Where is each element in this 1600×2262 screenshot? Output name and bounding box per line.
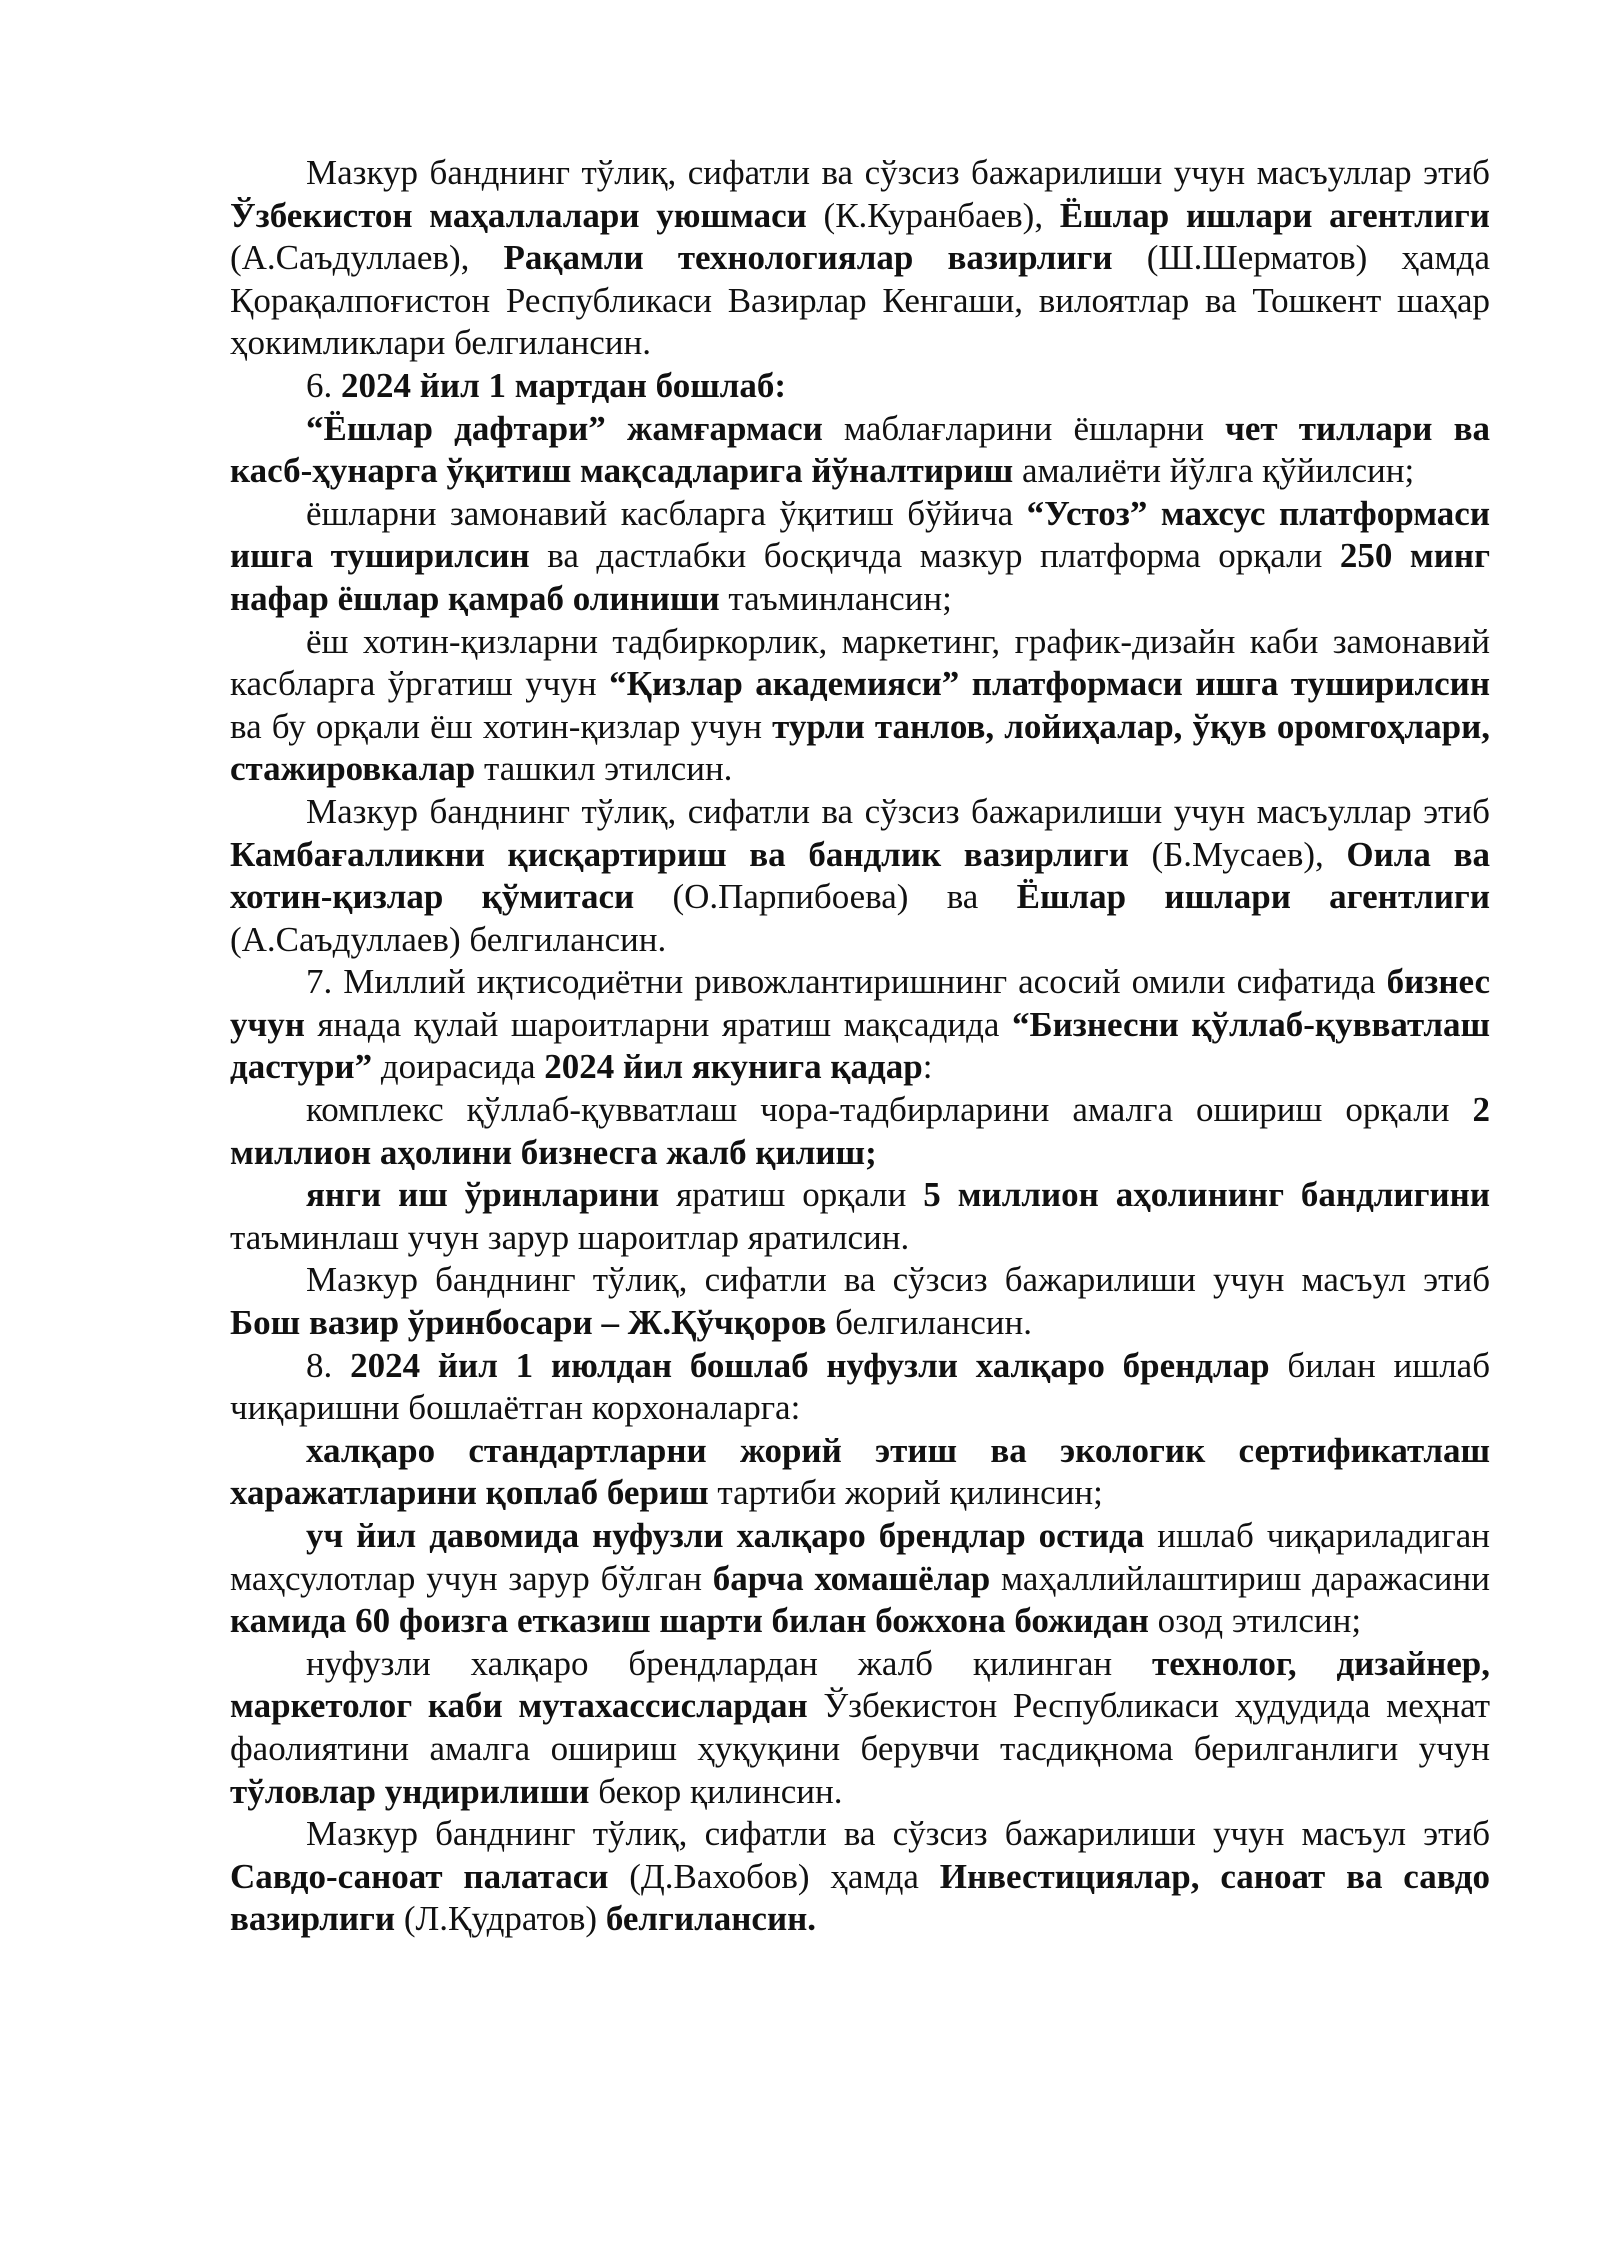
bold-text: Камбағалликни қисқартириш ва бандлик вазирлиги xyxy=(230,834,1129,874)
text-run: (Д.Вахобов) ҳамда xyxy=(608,1856,940,1896)
bold-text: 2024 йил якунига қадар xyxy=(544,1047,923,1087)
text-run: (А.Саъдуллаев), xyxy=(230,238,504,278)
bold-text: 2024 йил 1 июлдан бошлаб нуфузли халқаро брендлар xyxy=(350,1345,1270,1385)
item-8-standards xyxy=(230,1430,1490,1515)
bold-text: чет тиллари ва касб-ҳунарга ўқитиш мақсадларига йўналтириш xyxy=(230,408,1490,491)
bold-text: Рақамли технологиялар вазирлиги xyxy=(503,238,1113,278)
text-run: билан ишлаб чиқаришни бошлаётган корхоналарга: xyxy=(230,1345,1490,1428)
bold-text: уч йил давомида нуфузли халқаро брендлар остида xyxy=(306,1516,1145,1555)
bold-text: белгилансин. xyxy=(605,1899,817,1939)
text-run: Мазкур банднинг тўлиқ, сифатли ва сўзсиз бажарилиши учун масъул этиб xyxy=(306,1260,1490,1300)
item-7-heading xyxy=(230,961,1490,1089)
bold-text: камида 60 фоизга етказиш шарти билан божхона божидан xyxy=(230,1601,1149,1641)
item-8-customs xyxy=(230,1515,1490,1643)
text-run: 6. xyxy=(306,365,341,405)
bold-text: турли танлов, лойиҳалар, ўқув оромгоҳлари, стажировкалар xyxy=(230,706,1490,789)
bold-text: халқаро стандартларни жорий этиш ва экологик сертификатлаш харажатларини қоплаб бериш xyxy=(230,1430,1490,1513)
text-run: 7. Миллий иқтисодиётни ривожлантиришнинг асосий омили сифатида xyxy=(306,962,1387,1002)
bold-text: “Ёшлар дафтари” жамғармаси xyxy=(306,408,823,448)
bold-text: барча хомашёлар xyxy=(712,1558,991,1598)
para-7-responsible xyxy=(230,1259,1490,1344)
bold-text: технолог, дизайнер, маркетолог каби мутахассислардан xyxy=(230,1643,1490,1726)
text-run: яратиш орқали xyxy=(659,1175,924,1215)
text-run: (А.Саъдуллаев) белгилансин. xyxy=(230,919,667,959)
text-run: 8. xyxy=(306,1345,351,1385)
bold-text: Бош вазир ўринбосари – Ж.Қўчқоров xyxy=(230,1303,827,1343)
text-run: Ўзбекистон Республикаси ҳудудида меҳнат фаолиятини амалга ошириш ҳуқуқини берувчи тасдиқнома берилганлиги учун xyxy=(230,1686,1491,1768)
text-run: (О.Парпибоева) ва xyxy=(634,877,1017,917)
text-run: ёш хотин-қизларни тадбиркорлик, маркетинг, график-дизайн каби замонавий касбларга ўргатиш учун xyxy=(230,621,1490,704)
bold-text: Инвестициялар, саноат ва савдо вазирлиги xyxy=(230,1856,1490,1939)
text-run: ва бу орқали ёш хотин-қизлар учун xyxy=(230,706,773,746)
text-run: янада қулай шароитларни яратиш мақсадида xyxy=(304,1004,1012,1044)
bold-text: “Қизлар академияси” платформаси ишга туширилсин xyxy=(609,664,1491,704)
text-run: таъминлансин; xyxy=(719,578,952,618)
bold-text: Савдо-саноат палатаси xyxy=(230,1856,609,1896)
bold-text: янги иш ўринларини xyxy=(306,1175,660,1215)
item-6-fund xyxy=(230,408,1490,493)
para-6-responsible xyxy=(230,791,1490,961)
item-8-heading xyxy=(230,1345,1490,1430)
para-5-responsible xyxy=(230,152,1490,365)
text-run: Мазкур банднинг тўлиқ, сифатли ва сўзсиз бажарилиши учун масъуллар этиб xyxy=(306,153,1490,192)
text-run: (Б.Мусаев), xyxy=(1128,834,1347,874)
bold-text: бизнес учун xyxy=(230,962,1490,1044)
text-run: Мазкур банднинг тўлиқ, сифатли ва сўзсиз бажарилиши учун масъул этиб xyxy=(306,1814,1490,1854)
item-7-jobs xyxy=(230,1174,1490,1259)
text-run: (Ш.Шерматов) ҳамда Қорақалпоғистон Республикаси Вазирлар Кенгаши, вилоятлар ва Тошкент шаҳар ҳокимликлари белгилансин. xyxy=(230,238,1490,363)
bold-text: Ўзбекистон маҳаллалари уюшмаси xyxy=(230,195,807,235)
text-run: белгилансин. xyxy=(826,1303,1033,1343)
bold-text: 2024 йил 1 мартдан бошлаб: xyxy=(341,365,787,405)
para-8-responsible xyxy=(230,1813,1490,1941)
bold-text: 2 миллион аҳолини бизнесга жалб қилиш; xyxy=(230,1090,1490,1172)
bold-text: 250 минг нафар ёшлар қамраб олиниши xyxy=(230,536,1490,618)
item-6-heading xyxy=(230,365,1490,408)
text-run: (К.Куранбаев), xyxy=(806,195,1060,235)
text-run: ташкил этилсин. xyxy=(475,749,733,789)
text-run: (Л.Қудратов) xyxy=(395,1899,606,1939)
item-8-specialists xyxy=(230,1643,1490,1813)
text-run: : xyxy=(922,1047,933,1087)
text-run: маблағларини ёшларни xyxy=(822,408,1226,448)
text-run: Мазкур банднинг тўлиқ, сифатли ва сўзсиз бажарилиши учун масъуллар этиб xyxy=(306,791,1490,831)
item-6-ustoz xyxy=(230,493,1490,621)
text-run: озод этилсин; xyxy=(1148,1601,1362,1641)
text-run: нуфузли халқаро брендлардан жалб қилинган xyxy=(306,1643,1153,1683)
document-body xyxy=(230,152,1490,1941)
text-run: комплекс қўллаб-қувватлаш чора-тадбирларини амалга ошириш орқали xyxy=(306,1090,1473,1130)
bold-text: Ёшлар ишлари агентлиги xyxy=(1016,877,1490,917)
bold-text: Оила ва хотин-қизлар қўмитаси xyxy=(230,834,1490,917)
bold-text: тўловлар ундирилиши xyxy=(230,1771,590,1811)
item-6-academy xyxy=(230,621,1490,791)
bold-text: “Устоз” махсус платформаси ишга туширилсин xyxy=(230,493,1491,576)
bold-text: Ёшлар ишлари агентлиги xyxy=(1059,195,1490,235)
bold-text: “Бизнесни қўллаб-қувватлаш дастури” xyxy=(230,1004,1490,1087)
item-7-support xyxy=(230,1089,1490,1174)
text-run: амалиёти йўлга қўйилсин; xyxy=(1013,451,1415,491)
text-run: ва дастлабки босқичда мазкур платформа орқали xyxy=(529,536,1340,576)
text-run: маҳаллийлаштириш даражасини xyxy=(990,1558,1490,1598)
text-run: доирасида xyxy=(372,1047,545,1087)
text-run: ёшларни замонавий касбларга ўқитиш бўйича xyxy=(306,493,1027,533)
text-run: бекор қилинсин. xyxy=(589,1771,843,1811)
bold-text: 5 миллион аҳолининг бандлигини xyxy=(923,1175,1490,1215)
text-run: тартиби жорий қилинсин; xyxy=(708,1473,1103,1513)
text-run: ишлаб чиқариладиган маҳсулотлар учун зарур бўлган xyxy=(230,1516,1490,1598)
text-run: таъминлаш учун зарур шароитлар яратилсин. xyxy=(230,1217,910,1257)
